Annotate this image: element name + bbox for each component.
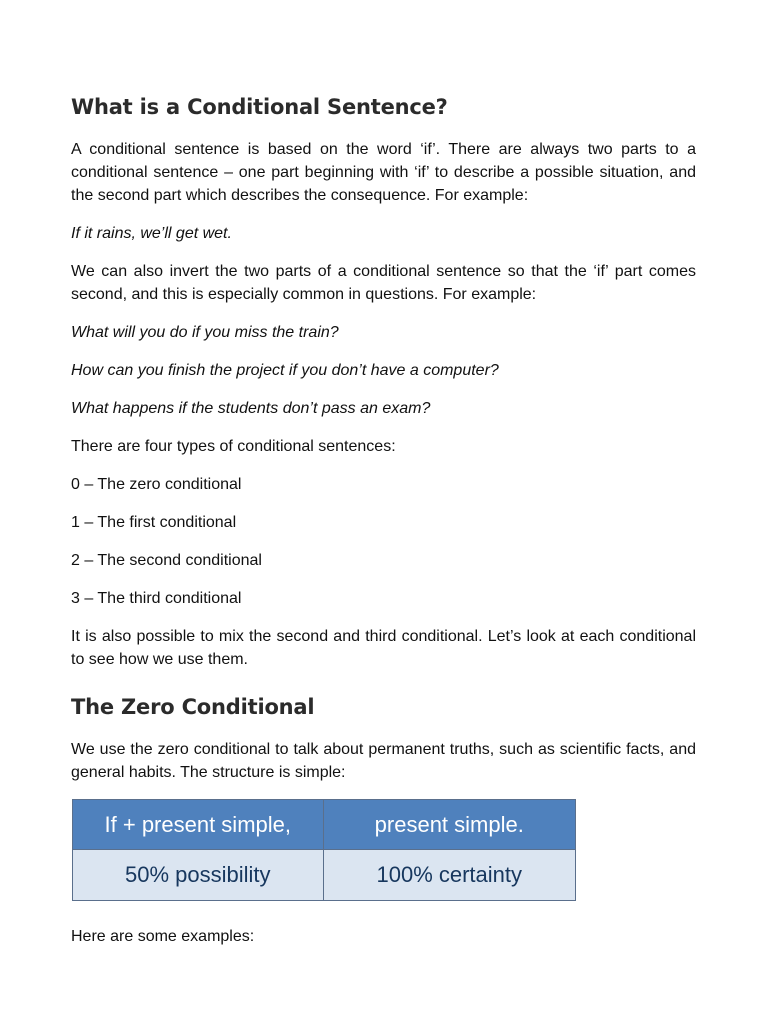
intro-paragraph: A conditional sentence is based on the word ‘if’. There are always two parts to a conditional sentence – one part beginning with ‘if’ to describe a possible situation, and the second part which describes the consequence. For example: [71, 141, 696, 204]
question-example: What happens if the students don’t pass an exam? [71, 400, 431, 417]
invert-paragraph: We can also invert the two parts of a conditional sentence so that the ‘if’ part comes second, and this is especially common in questions. For example: [71, 263, 696, 303]
structure-cell: 100% certainty [323, 850, 575, 901]
section-heading: The Zero Conditional [71, 695, 315, 719]
structure-cell: 50% possibility [73, 850, 324, 901]
zero-paragraph: We use the zero conditional to talk about permanent truths, such as scientific facts, and general habits. The structure is simple: [71, 741, 696, 781]
examples-intro: Here are some examples: [71, 928, 255, 945]
question-example: How can you finish the project if you don’t have a computer? [71, 362, 499, 379]
type-item: 0 – The zero conditional [71, 476, 242, 493]
type-item: 3 – The third conditional [71, 590, 242, 607]
type-item: 2 – The second conditional [71, 552, 262, 569]
document-page [71, 95, 696, 963]
structure-header-cell: If + present simple, [73, 800, 324, 850]
example-sentence: If it rains, we’ll get wet. [71, 225, 232, 242]
structure-table-row [73, 850, 576, 901]
structure-table [72, 799, 576, 901]
mix-paragraph: It is also possible to mix the second and third conditional. Let’s look at each conditional to see how we use them. [71, 628, 696, 668]
structure-header-cell: present simple. [323, 800, 575, 850]
type-item: 1 – The first conditional [71, 514, 237, 531]
structure-table-header-row [73, 800, 576, 850]
types-intro: There are four types of conditional sentences: [71, 438, 396, 455]
question-example: What will you do if you miss the train? [71, 324, 339, 341]
page-title: What is a Conditional Sentence? [71, 95, 448, 119]
